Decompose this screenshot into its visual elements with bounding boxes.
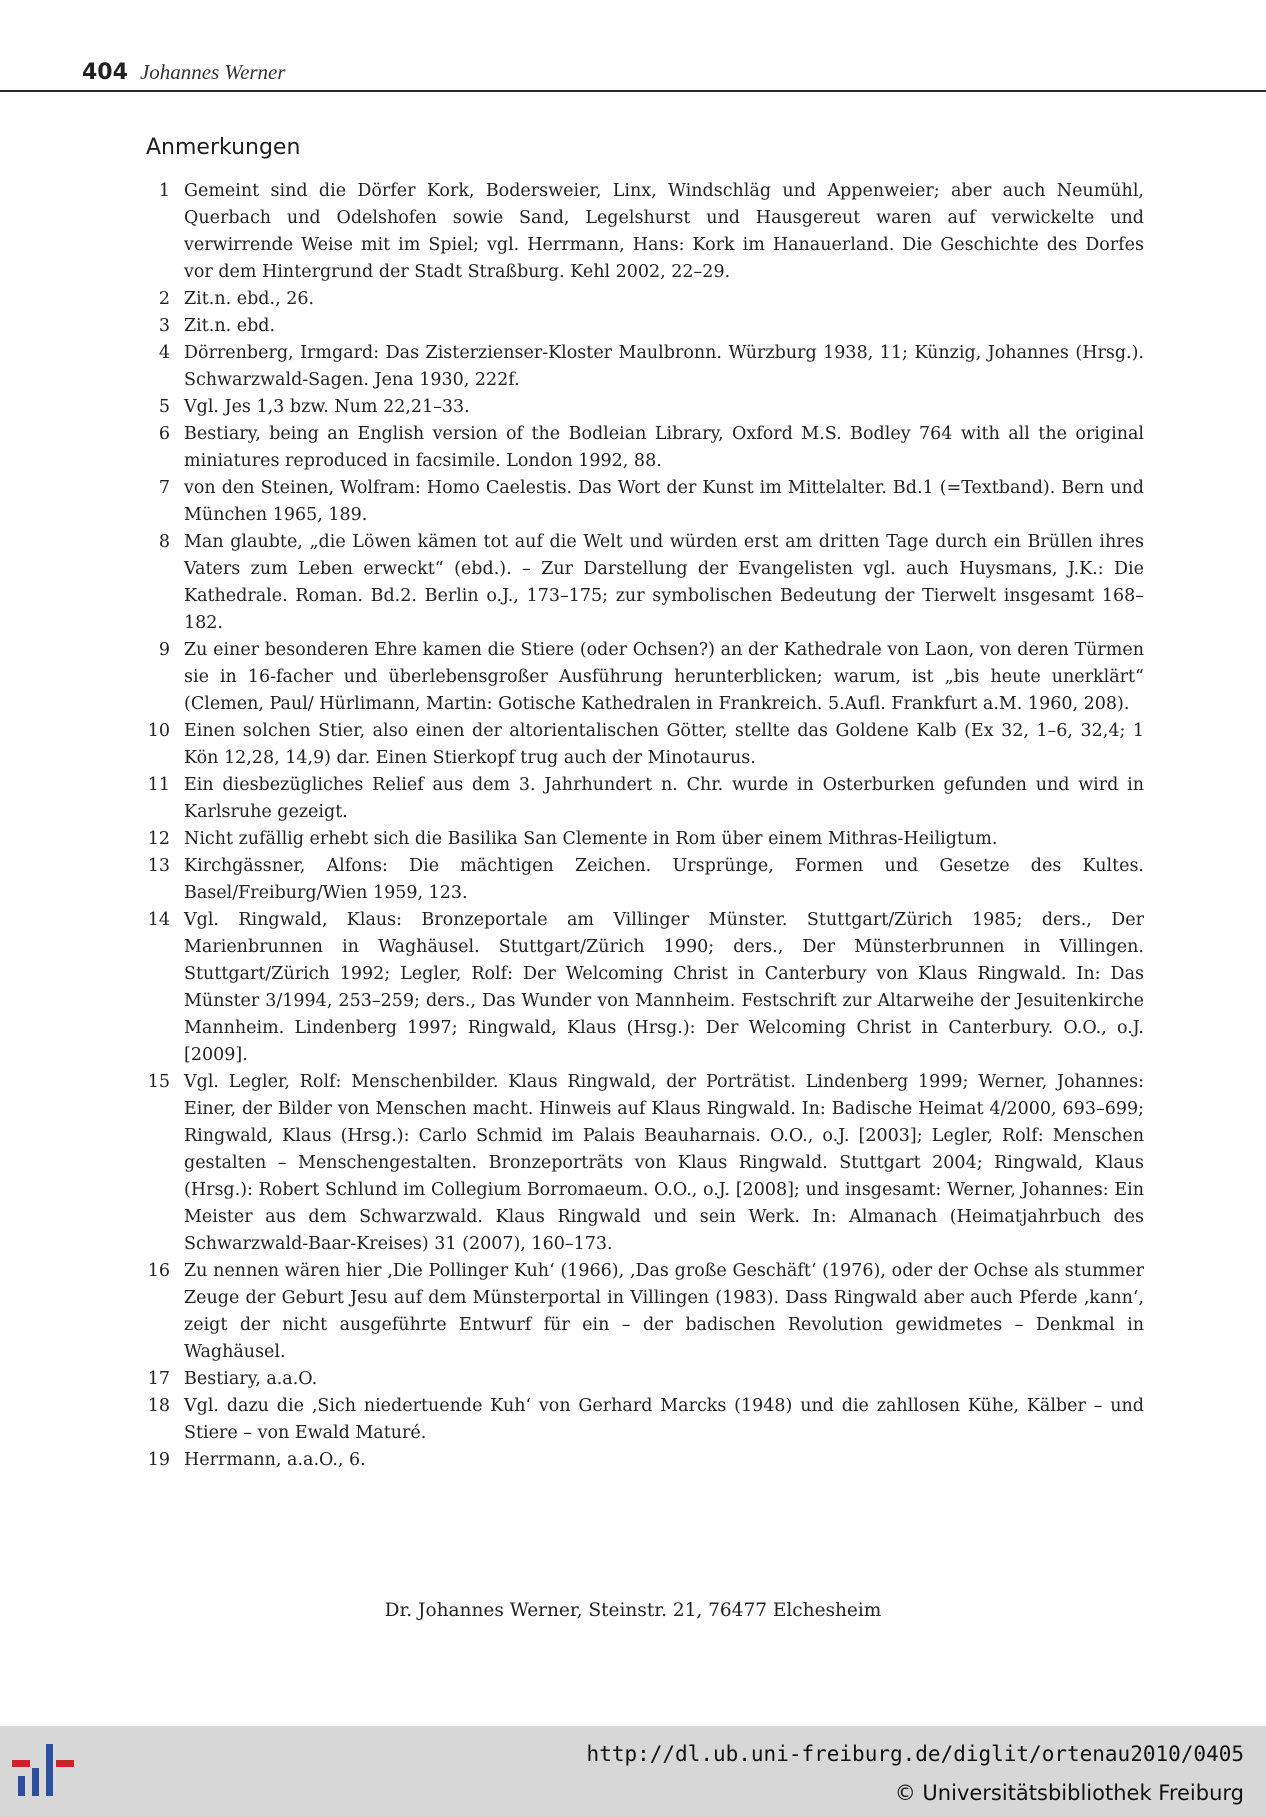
note-number: 19	[147, 1450, 170, 1470]
running-head-author: Johannes Werner	[139, 60, 286, 84]
note-number: 3	[158, 316, 170, 336]
section-title: Anmerkungen	[146, 135, 301, 160]
note-text: von den Steinen, Wolfram: Homo Caelestis. Das Wort der Kunst im Mittelalter. Bd.1 (=Textband). Bern und München 1965, 189.	[184, 478, 1144, 525]
footer-url-link[interactable]: http://dl.ub.uni-freiburg.de/diglit/ortenau2010/0405	[586, 1742, 1244, 1766]
library-logo-icon	[6, 1738, 80, 1802]
note-item	[140, 340, 1144, 394]
note-number: 12	[147, 829, 170, 849]
note-text: Zu nennen wären hier ‚Die Pollinger Kuh‘ (1966), ‚Das große Geschäft‘ (1976), oder der Ochse als stummer Zeuge der Geburt Jesu auf dem Münsterportal in Villingen (1983). Dass Ringwald aber auch Pferde ‚kann‘, zeigt der nicht ausgeführte Entwurf für ein – der badischen Revolution gewidmetes – Denkmal in Waghäusel.	[184, 1261, 1144, 1362]
note-text: Bestiary, being an English version of the Bodleian Library, Oxford M.S. Bodley 764 with all the original miniatures reproduced in facsimile. London 1992, 88.	[184, 424, 1144, 471]
note-text: Vgl. Legler, Rolf: Menschenbilder. Klaus Ringwald, der Porträtist. Lindenberg 1999; Werner, Johannes: Einer, der Bilder von Menschen macht. Hinweis auf Klaus Ringwald. In: Badische Heimat 4/2000, 693–699; Ringwald, Klaus (Hrsg.): Carlo Schmid im Palais Beauharnais. O.O., o.J. [2003]; Legler, Rolf: Menschen gestalten – Menschengestalten. Bronzeporträts von Klaus Ringwald. Stuttgart 2004; Ringwald, Klaus (Hrsg.): Robert Schlund im Collegium Borromaeum. O.O., o.J. [2008]; und insgesamt: Werner, Johannes: Ein Meister aus dem Schwarzwald. Klaus Ringwald und sein Werk. In: Almanach (Heimatjahrbuch des Schwarzwald-Baar-Kreises) 31 (2007), 160–173.	[184, 1072, 1144, 1254]
note-number: 1	[158, 181, 170, 201]
note-text: Zu einer besonderen Ehre kamen die Stiere (oder Ochsen?) an der Kathedrale von Laon, von deren Türmen sie in 16-facher und überlebensgroßer Ausführung herunterblicken; warum, ist „bis heute unerklärt“ (Clemen, Paul/ Hürlimann, Martin: Gotische Kathedralen in Frankreich. 5.Aufl. Frankfurt a.M. 1960, 208).	[184, 640, 1144, 714]
running-head	[82, 60, 286, 85]
note-number: 6	[158, 424, 170, 444]
footer-bar	[0, 1726, 1266, 1817]
note-text: Man glaubte, „die Löwen kämen tot auf die Welt und würden erst am dritten Tage durch ein Brüllen ihres Vaters zum Leben erweckt“ (ebd.). – Zur Darstellung der Evangelisten vgl. auch Huysmans, J.K.: Die Kathedrale. Roman. Bd.2. Berlin o.J., 173–175; zur symbolischen Bedeutung der Tierwelt insgesamt 168–182.	[184, 532, 1144, 633]
note-number: 11	[147, 775, 170, 795]
note-text: Ein diesbezügliches Relief aus dem 3. Jahrhundert n. Chr. wurde in Osterburken gefunden und wird in Karlsruhe gezeigt.	[184, 775, 1144, 822]
note-item	[140, 826, 1144, 853]
note-item	[140, 1366, 1144, 1393]
note-item	[140, 718, 1144, 772]
note-item	[140, 1258, 1144, 1366]
note-item	[140, 853, 1144, 907]
note-item	[140, 421, 1144, 475]
note-number: 16	[147, 1261, 170, 1281]
note-text: Vgl. Jes 1,3 bzw. Num 22,21–33.	[184, 397, 470, 417]
note-number: 14	[147, 910, 170, 930]
note-item	[140, 529, 1144, 637]
note-text: Herrmann, a.a.O., 6.	[184, 1450, 366, 1470]
note-text: Vgl. dazu die ‚Sich niedertuende Kuh‘ von Gerhard Marcks (1948) und die zahllosen Kühe, Kälber – und Stiere – von Ewald Maturé.	[184, 1396, 1144, 1443]
note-item	[140, 907, 1144, 1069]
note-number: 2	[158, 289, 170, 309]
notes-list	[140, 178, 1144, 1474]
note-number: 10	[147, 721, 170, 741]
note-text: Kirchgässner, Alfons: Die mächtigen Zeichen. Ursprünge, Formen und Gesetze des Kultes. Basel/Freiburg/Wien 1959, 123.	[184, 856, 1144, 903]
note-item	[140, 1069, 1144, 1258]
note-number: 7	[158, 478, 170, 498]
note-number: 17	[147, 1369, 170, 1389]
author-address: Dr. Johannes Werner, Steinstr. 21, 76477 Elchesheim	[384, 1600, 882, 1621]
note-item	[140, 772, 1144, 826]
note-number: 5	[158, 397, 170, 417]
note-text: Zit.n. ebd., 26.	[184, 289, 315, 309]
note-number: 13	[147, 856, 170, 876]
note-item	[140, 637, 1144, 718]
note-text: Vgl. Ringwald, Klaus: Bronzeportale am Villinger Münster. Stuttgart/Zürich 1985; ders., Der Marienbrunnen in Waghäusel. Stuttgart/Zürich 1990; ders., Der Münsterbrunnen in Villingen. Stuttgart/Zürich 1992; Legler, Rolf: Der Welcoming Christ in Canterbury von Klaus Ringwald. In: Das Münster 3/1994, 253–259; ders., Das Wunder von Mannheim. Festschrift zur Altarweihe der Jesuitenkirche Mannheim. Lindenberg 1997; Ringwald, Klaus (Hrsg.): Der Welcoming Christ in Canterbury. O.O., o.J. [2009].	[184, 910, 1144, 1065]
page-number: 404	[82, 60, 128, 85]
footer-copyright: © Universitätsbibliothek Freiburg	[894, 1781, 1244, 1805]
note-text: Nicht zufällig erhebt sich die Basilika San Clemente in Rom über einem Mithras-Heiligtum.	[184, 829, 998, 849]
note-text: Bestiary, a.a.O.	[184, 1369, 318, 1389]
header-rule	[0, 90, 1266, 92]
note-number: 4	[158, 343, 170, 363]
note-number: 8	[158, 532, 170, 552]
note-item	[140, 1393, 1144, 1447]
note-item	[140, 475, 1144, 529]
note-number: 18	[147, 1396, 170, 1416]
note-text: Gemeint sind die Dörfer Kork, Bodersweier, Linx, Windschläg und Appenweier; aber auch Neumühl, Querbach und Odelshofen sowie Sand, Legelshurst und Hausgereut waren auf verwickelte und verwirrende Weise mit im Spiel; vgl. Herrmann, Hans: Kork im Hanauerland. Die Geschichte des Dorfes vor dem Hintergrund der Stadt Straßburg. Kehl 2002, 22–29.	[184, 181, 1144, 282]
note-text: Einen solchen Stier, also einen der altorientalischen Götter, stellte das Goldene Kalb (Ex 32, 1–6, 32,4; 1 Kön 12,28, 14,9) dar. Einen Stierkopf trug auch der Minotaurus.	[184, 721, 1144, 768]
note-number: 9	[158, 640, 170, 660]
note-item	[140, 178, 1144, 286]
note-item	[140, 1447, 1144, 1474]
note-item	[140, 286, 1144, 313]
note-item	[140, 394, 1144, 421]
note-text: Zit.n. ebd.	[184, 316, 276, 336]
note-text: Dörrenberg, Irmgard: Das Zisterzienser-Kloster Maulbronn. Würzburg 1938, 11; Künzig, Johannes (Hrsg.). Schwarzwald-Sagen. Jena 1930, 222f.	[184, 343, 1144, 390]
note-number: 15	[147, 1072, 170, 1092]
note-item	[140, 313, 1144, 340]
